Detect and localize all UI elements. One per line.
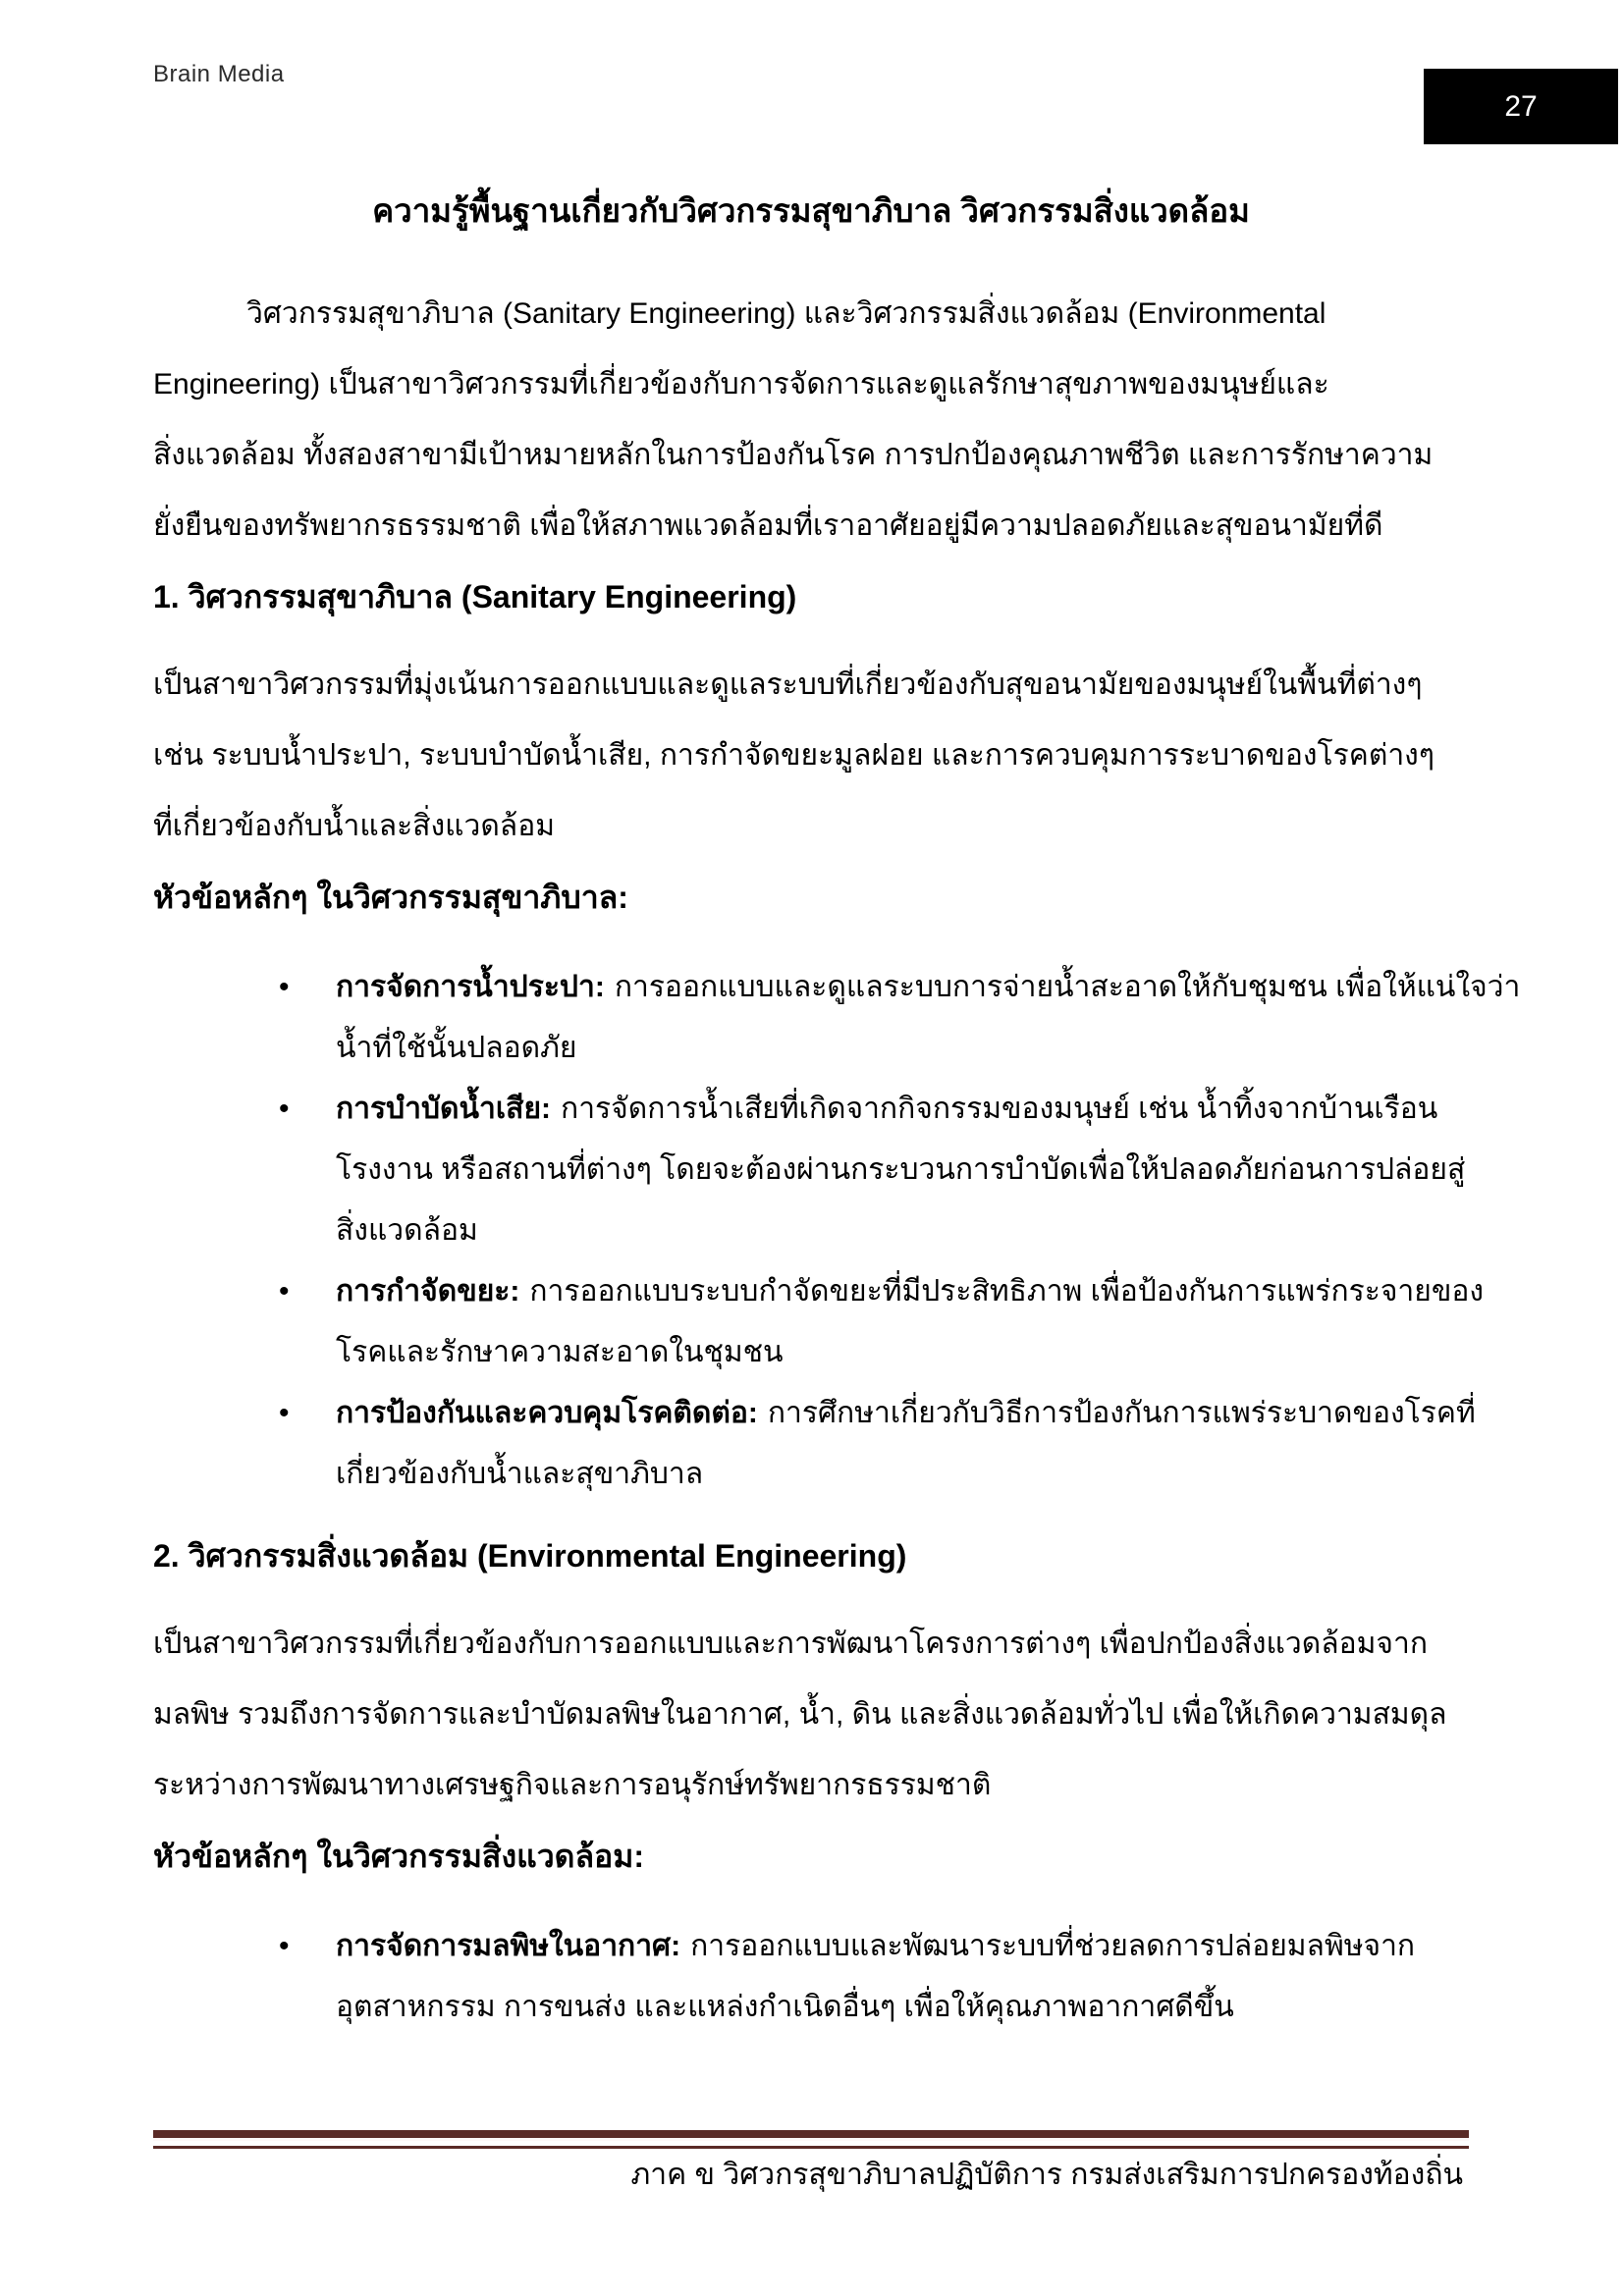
- paragraph-line: เป็นสาขาวิศวกรรมที่มุ่งเน้นการออกแบบและดูแลระบบที่เกี่ยวข้องกับสุขอนามัยของมนุษย์ในพื้นที่ต่างๆ: [153, 668, 1423, 701]
- list-item-line: น้ำที่ใช้นั้นปลอดภัย: [336, 1032, 577, 1064]
- bullet-label: การป้องกันและควบคุมโรคติดต่อ:: [336, 1397, 758, 1429]
- header-brand: Brain Media: [153, 61, 285, 87]
- bullet-text: การออกแบบระบบกำจัดขยะที่มีประสิทธิภาพ เพื่อป้องกันการแพร่กระจายของ: [529, 1275, 1485, 1308]
- list-item: [153, 1383, 1476, 1505]
- list-item-content: [336, 1261, 1484, 1383]
- bullet-text: การออกแบบและดูแลระบบการจ่ายน้ำสะอาดให้กับชุมชน เพื่อให้แน่ใจว่า: [614, 971, 1521, 1003]
- paragraph-line: ที่เกี่ยวข้องกับน้ำและสิ่งแวดล้อม: [153, 810, 555, 842]
- bullet-text: การออกแบบและพัฒนาระบบที่ช่วยลดการปล่อยมลพิษจาก: [690, 1930, 1416, 1962]
- list-item-line: โรคและรักษาความสะอาดในชุมชน: [336, 1336, 784, 1368]
- list-item-line: สิ่งแวดล้อม: [336, 1214, 478, 1247]
- bullet-label: การจัดการน้ำประปา:: [336, 971, 605, 1003]
- paragraph-line: สิ่งแวดล้อม ทั้งสองสาขามีเป้าหมายหลักในการป้องกันโรค การปกป้องคุณภาพชีวิต และการรักษาความ: [153, 439, 1434, 471]
- bullet-icon: •: [279, 1397, 290, 1429]
- paragraph-line: ระหว่างการพัฒนาทางเศรษฐกิจและการอนุรักษ์ทรัพยากรธรรมชาติ: [153, 1769, 992, 1801]
- list-item-content: [336, 957, 1520, 1079]
- list-item-content: [336, 1383, 1476, 1505]
- bullet-icon: •: [279, 1930, 290, 1962]
- list-item: [153, 1261, 1485, 1383]
- section-2-bullet-list: [153, 1916, 1469, 2038]
- list-item-line: อุตสาหกรรม การขนส่ง และแหล่งกำเนิดอื่นๆ เพื่อให้คุณภาพอากาศดีขึ้น: [336, 1991, 1234, 2023]
- page-number: 27: [1504, 89, 1538, 123]
- list-item-first-line: [336, 1261, 1484, 1322]
- section-1-paragraph: [153, 650, 1469, 862]
- bullet-label: การบำบัดน้ำเสีย:: [336, 1093, 552, 1125]
- paragraph-line: เช่น ระบบน้ำประปา, ระบบบำบัดน้ำเสีย, การกำจัดขยะมูลฝอย และการควบคุมการระบาดของโรคต่างๆ: [153, 739, 1435, 772]
- list-item-content: [336, 1079, 1469, 1261]
- intro-paragraph: [153, 279, 1469, 561]
- paragraph-line: เป็นสาขาวิศวกรรมที่เกี่ยวข้องกับการออกแบบและการพัฒนาโครงการต่างๆ เพื่อปกป้องสิ่งแวดล้อมจาก: [153, 1628, 1428, 1660]
- list-item: [153, 1079, 1469, 1261]
- section-1-subheading: หัวข้อหลักๆ ในวิศวกรรมสุขาภิบาล:: [153, 880, 628, 915]
- list-item: [153, 957, 1521, 1079]
- bullet-icon: •: [279, 1093, 290, 1125]
- page-number-box: [1424, 69, 1618, 144]
- bullet-text: การศึกษาเกี่ยวกับวิธีการป้องกันการแพร่ระบาดของโรคที่: [767, 1397, 1476, 1429]
- paragraph-line: วิศวกรรมสุขาภิบาล (Sanitary Engineering) และวิศวกรรมสิ่งแวดล้อม (Environmental: [246, 297, 1326, 330]
- paragraph-line: มลพิษ รวมถึงการจัดการและบำบัดมลพิษในอากาศ, น้ำ, ดิน และสิ่งแวดล้อมทั่วไป เพื่อให้เกิดความสมดุล: [153, 1698, 1447, 1731]
- section-1-heading: 1. วิศวกรรมสุขาภิบาล (Sanitary Engineering): [153, 579, 797, 614]
- paragraph-line: ยั่งยืนของทรัพยากรธรรมชาติ เพื่อให้สภาพแวดล้อมที่เราอาศัยอยู่มีความปลอดภัยและสุขอนามัยที่ดี: [153, 509, 1383, 542]
- list-item-line: โรงงาน หรือสถานที่ต่างๆ โดยจะต้องผ่านกระบวนการบำบัดเพื่อให้ปลอดภัยก่อนการปล่อยสู่: [336, 1153, 1466, 1186]
- footer-rule-thin: [153, 2146, 1469, 2149]
- bullet-label: การจัดการมลพิษในอากาศ:: [336, 1930, 681, 1962]
- list-item-line: เกี่ยวข้องกับน้ำและสุขาภิบาล: [336, 1458, 704, 1490]
- list-item-first-line: [336, 1916, 1469, 1977]
- list-item-first-line: [336, 1079, 1469, 1140]
- footer-rule-thick: [153, 2130, 1469, 2141]
- bullet-icon: •: [279, 1275, 290, 1308]
- section-2-subheading: หัวข้อหลักๆ ในวิศวกรรมสิ่งแวดล้อม:: [153, 1839, 645, 1874]
- bullet-text: การจัดการน้ำเสียที่เกิดจากกิจกรรมของมนุษย์ เช่น น้ำทิ้งจากบ้านเรือน: [561, 1093, 1438, 1125]
- bullet-icon: •: [279, 971, 290, 1003]
- section-2-paragraph: [153, 1609, 1469, 1821]
- list-item-content: [336, 1916, 1469, 2038]
- paragraph-line: Engineering) เป็นสาขาวิศวกรรมที่เกี่ยวข้องกับการจัดการและดูแลรักษาสุขภาพของมนุษย์และ: [153, 368, 1329, 400]
- list-item-first-line: [336, 1383, 1476, 1444]
- section-1-bullet-list: [153, 957, 1521, 1505]
- list-item: [153, 1916, 1469, 2038]
- section-2-heading: 2. วิศวกรรมสิ่งแวดล้อม (Environmental Engineering): [153, 1538, 907, 1574]
- bullet-label: การกำจัดขยะ:: [336, 1275, 520, 1308]
- footer-text: ภาค ข วิศวกรสุขาภิบาลปฏิบัติการ กรมส่งเสริมการปกครองท้องถิ่น: [630, 2159, 1463, 2191]
- list-item-first-line: [336, 957, 1520, 1018]
- page-title: ความรู้พื้นฐานเกี่ยวกับวิศวกรรมสุขาภิบาล วิศวกรรมสิ่งแวดล้อม: [372, 192, 1250, 229]
